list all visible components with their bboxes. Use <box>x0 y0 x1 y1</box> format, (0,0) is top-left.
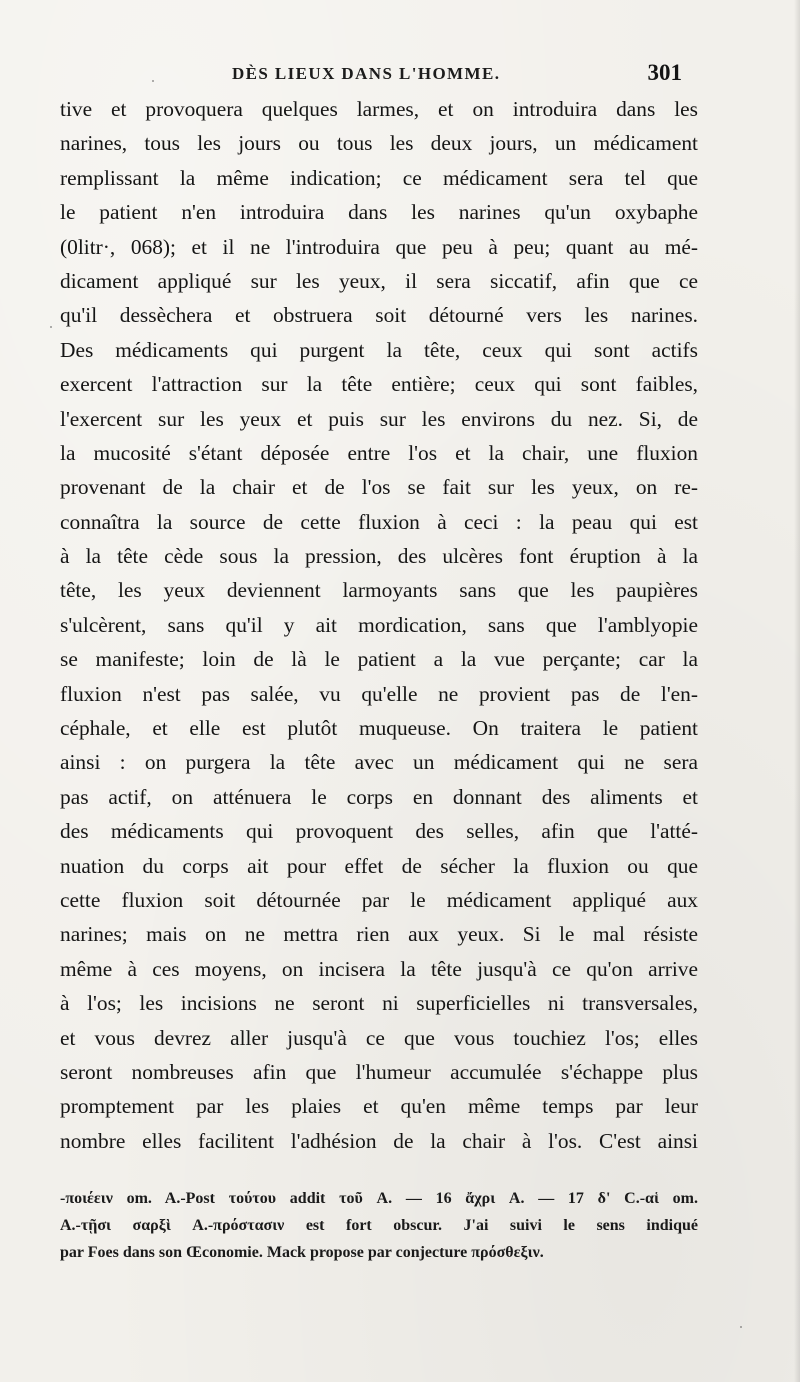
text-line: exercent l'attraction sur la tête entière; ceux qui sont faibles, <box>60 372 698 397</box>
text-line: remplissant la même indication; ce médicament sera tel que <box>60 165 698 190</box>
text-line: nuation du corps ait pour effet de sécher la fluxion ou que <box>60 853 698 878</box>
text-line: Des médicaments qui purgent la tête, ceux qui sont actifs <box>60 337 698 362</box>
page-number: 301 <box>647 60 682 85</box>
text-line: ainsi : on purgera la tête avec un médicament qui ne sera <box>60 750 698 775</box>
text-line: fluxion n'est pas salée, vu qu'elle ne provient pas de l'en- <box>60 681 698 706</box>
text-line: connaîtra la source de cette fluxion à ceci : la peau qui est <box>60 509 698 534</box>
footnote-line: par Foes dans son Œconomie. Mack propose par conjecture πρόσθεξιν. <box>60 1244 544 1261</box>
footnote-line: -ποιέειν om. A.-Post τούτου addit τοῦ A. — 16 ἄχρι A. — 17 δ' C.-αἱ om. <box>60 1190 698 1207</box>
footnote-line: A.-τῇσι σαρξὶ A.-πρόστασιν est fort obscur. J'ai suivi le sens indiqué <box>60 1217 698 1234</box>
text-line: qu'il dessèchera et obstruera soit détourné vers les narines. <box>60 303 698 328</box>
text-line: pas actif, on atténuera le corps en donnant des aliments et <box>60 784 698 809</box>
text-line: provenant de la chair et de l'os se fait sur les yeux, on re- <box>60 475 698 500</box>
running-head: DÈS LIEUX DANS L'HOMME. <box>232 64 501 83</box>
text-line: dicament appliqué sur les yeux, il sera siccatif, afin que ce <box>60 268 698 293</box>
page-header <box>60 60 682 90</box>
text-line: l'exercent sur les yeux et puis sur les environs du nez. Si, de <box>60 406 698 431</box>
text-line: le patient n'en introduira dans les narines qu'un oxybaphe <box>60 200 698 225</box>
text-line: promptement par les plaies et qu'en même temps par leur <box>60 1094 698 1119</box>
text-line: cette fluxion soit détournée par le médicament appliqué aux <box>60 887 698 912</box>
text-line: des médicaments qui provoquent des selles, afin que l'atté- <box>60 819 698 844</box>
text-line: tête, les yeux deviennent larmoyants sans que les paupières <box>60 578 698 603</box>
text-line: narines, tous les jours ou tous les deux jours, un médicament <box>60 131 698 156</box>
page-edge-shadow <box>794 0 800 1382</box>
scan-speck <box>740 1326 742 1328</box>
text-line: (0litr·, 068); et il ne l'introduira que peu à peu; quant au mé- <box>60 234 698 259</box>
footnotes <box>60 1185 698 1266</box>
text-line: et vous devrez aller jusqu'à ce que vous touchiez l'os; elles <box>60 1025 698 1050</box>
text-line: à la tête cède sous la pression, des ulcères font éruption à la <box>60 544 698 569</box>
text-line: la mucosité s'étant déposée entre l'os et la chair, une fluxion <box>60 440 698 465</box>
scan-speck <box>50 326 52 328</box>
text-line: seront nombreuses afin que l'humeur accumulée s'échappe plus <box>60 1059 698 1084</box>
scan-speck <box>152 80 154 82</box>
text-line: tive et provoquera quelques larmes, et on introduira dans les <box>60 97 698 121</box>
text-line: même à ces moyens, on incisera la tête jusqu'à ce qu'on arrive <box>60 956 698 981</box>
text-line: à l'os; les incisions ne seront ni superficielles ni transversales, <box>60 991 698 1016</box>
text-line: se manifeste; loin de là le patient a la vue perçante; car la <box>60 647 698 672</box>
text-line: céphale, et elle est plutôt muqueuse. On traitera le patient <box>60 716 698 741</box>
text-line: s'ulcèrent, sans qu'il y ait mordication, sans que l'amblyopie <box>60 612 698 637</box>
body-text <box>60 92 698 1158</box>
text-line: nombre elles facilitent l'adhésion de la chair à l'os. C'est ainsi <box>60 1128 698 1153</box>
text-line: narines; mais on ne mettra rien aux yeux. Si le mal résiste <box>60 922 698 947</box>
